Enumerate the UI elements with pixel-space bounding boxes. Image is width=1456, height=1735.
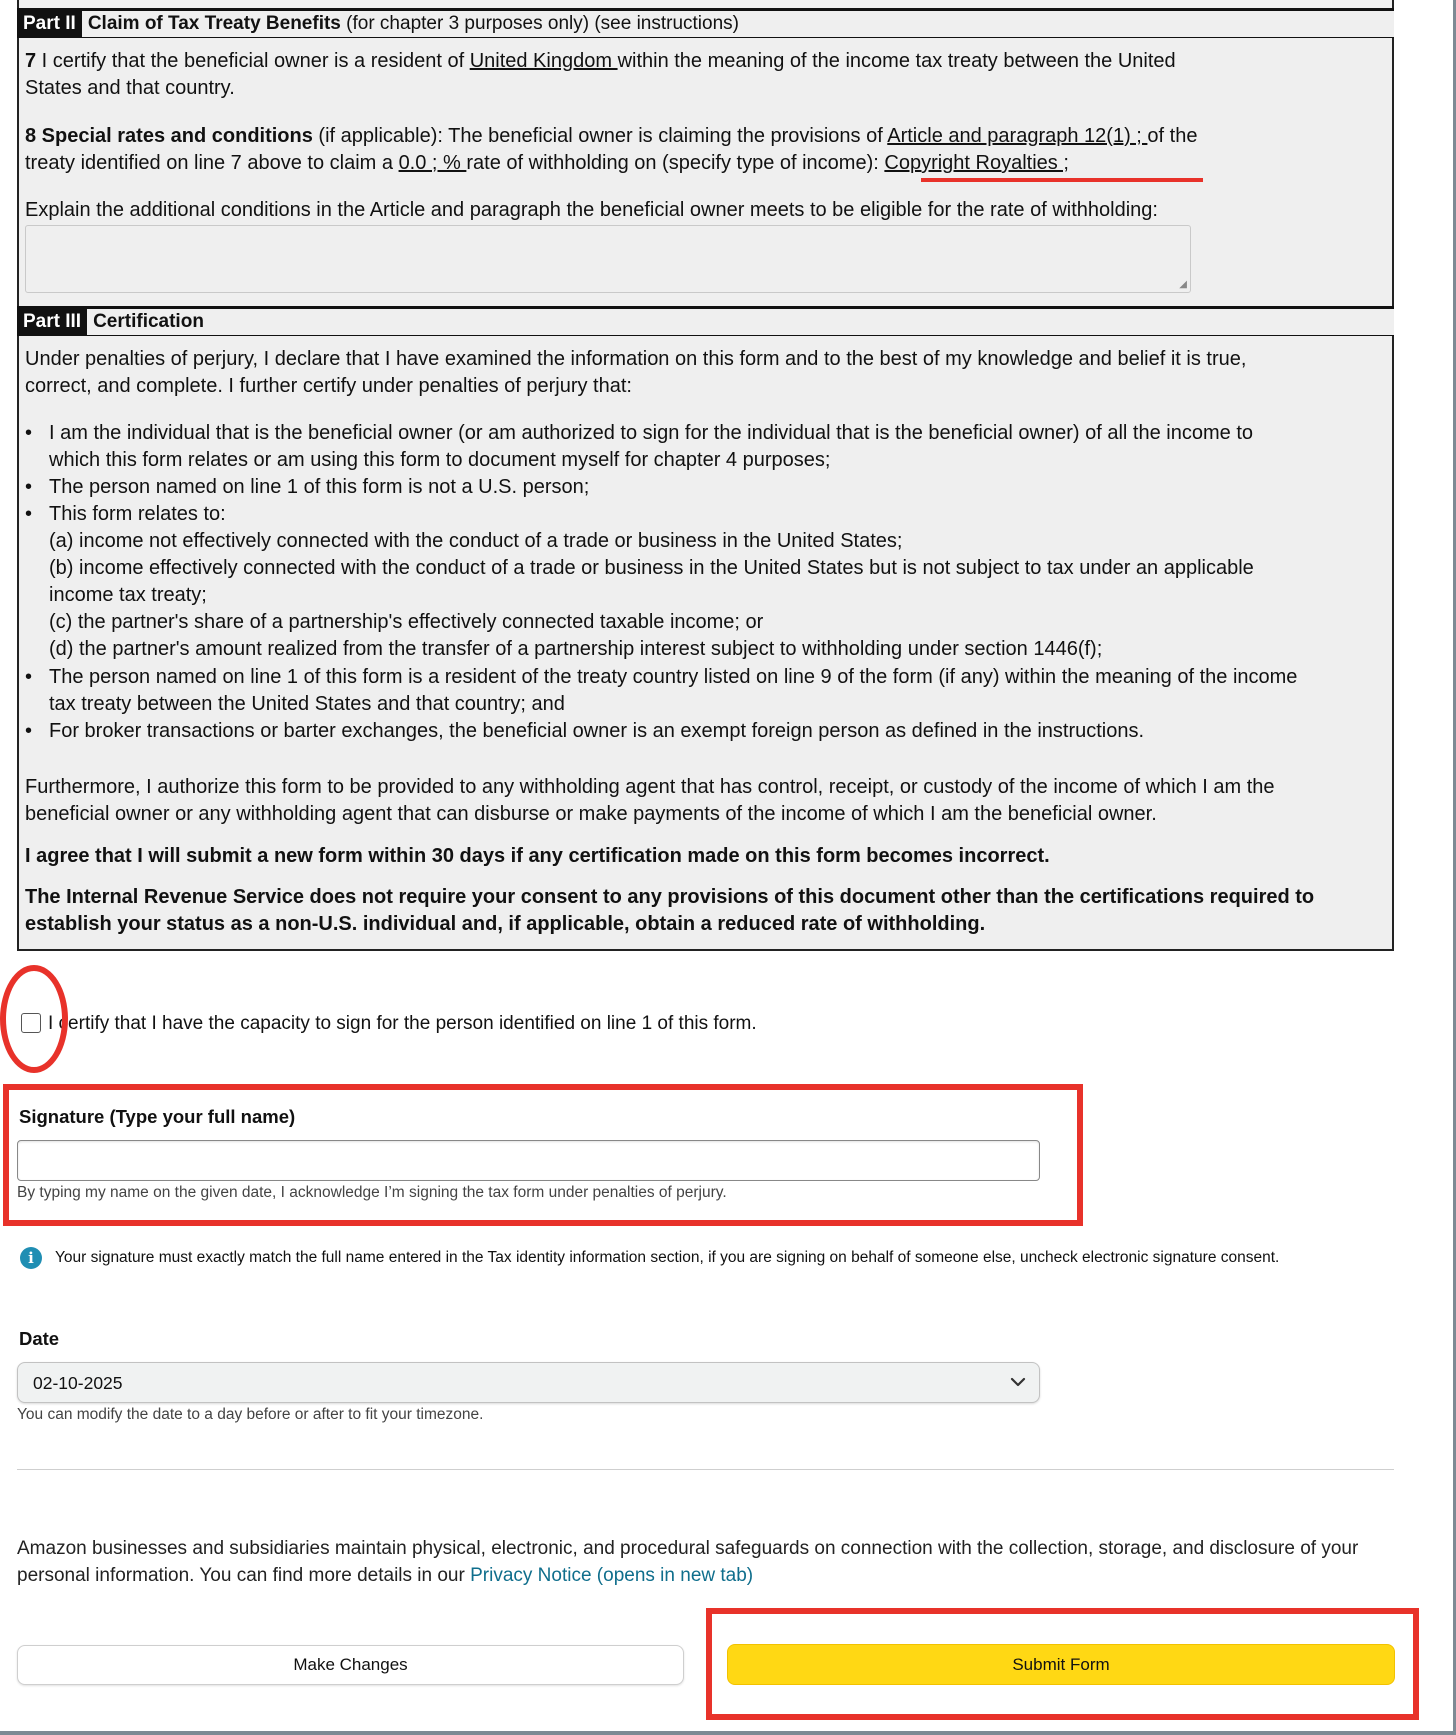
date-select[interactable] xyxy=(17,1362,1040,1403)
bullet-glyph: • xyxy=(25,476,33,498)
privacy-notice-link[interactable]: Privacy Notice (opens in new tab) xyxy=(470,1565,754,1586)
cert-bullet-line: income tax treaty; xyxy=(49,584,207,606)
part2-title: Claim of Tax Treaty Benefits xyxy=(87,13,341,34)
line8-text4: rate of withholding on (specify type of income): xyxy=(466,152,885,174)
cert-furthermore-line2: beneficial owner or any withholding agent that can disburse or make payments of the income of which I am the beneficial owner. xyxy=(25,803,1157,825)
line7-text-before: I certify that the beneficial owner is a resident of xyxy=(36,50,470,72)
part3-label: Part III xyxy=(17,309,87,335)
info-notice-text: Your signature must exactly match the full name entered in the Tax identity information section, if you are signing on behalf of someone else, uncheck electronic signature consent. xyxy=(55,1249,1280,1266)
bullet-glyph: • xyxy=(25,503,33,525)
cert-furthermore-line1: Furthermore, I authorize this form to be provided to any withholding agent that has control, receipt, or custody of the income of which I am the xyxy=(25,776,1275,798)
line8-title: Special rates and conditions xyxy=(36,125,313,147)
line7-country: United Kingdom xyxy=(469,50,618,72)
cert-bullet-line: tax treaty between the United States and that country; and xyxy=(49,693,565,715)
bullet-glyph: • xyxy=(25,422,33,444)
date-hint: You can modify the date to a day before or after to fit your timezone. xyxy=(17,1406,484,1423)
privacy-line1: Amazon businesses and subsidiaries maintain physical, electronic, and procedural safeguards on connection with the collection, storage, and disclosure of your xyxy=(17,1538,1359,1559)
part3-title: Certification xyxy=(93,311,204,332)
annotation-red-circle xyxy=(0,965,68,1073)
line8 xyxy=(25,123,1197,150)
line7-text-after: within the meaning of the income tax treaty between the United xyxy=(617,50,1176,72)
privacy-line2-text: personal information. You can find more details in our xyxy=(17,1565,471,1586)
part2-label: Part II xyxy=(17,11,82,37)
part2-subtitle: (for chapter 3 purposes only) (see instructions) xyxy=(340,13,739,34)
line7 xyxy=(25,48,1176,75)
capacity-checkbox-label[interactable]: I certify that I have the capacity to sign for the person identified on line 1 of this form. xyxy=(48,1013,757,1034)
signature-label: Signature (Type your full name) xyxy=(19,1106,296,1127)
cert-irs-line1: The Internal Revenue Service does not require your consent to any provisions of this document other than the certifications required to xyxy=(25,886,1315,908)
signature-hint: By typing my name on the given date, I acknowledge I’m signing the tax form under penalties of perjury. xyxy=(17,1184,727,1201)
cert-bullet-line: (c) the partner's share of a partnership's effectively connected taxable income; or xyxy=(49,611,764,633)
line7-line2: States and that country. xyxy=(25,77,235,99)
info-icon: i xyxy=(20,1247,42,1269)
date-select-value: 02-10-2025 xyxy=(33,1373,123,1393)
cert-intro-line2: correct, and complete. I further certify under penalties of perjury that: xyxy=(25,375,632,397)
cert-bullet-line: (d) the partner's amount realized from the transfer of a partnership interest subject to withholding under section 1446(f); xyxy=(49,638,1103,660)
explain-conditions-textarea[interactable] xyxy=(25,225,1191,293)
section-divider xyxy=(17,1469,1394,1470)
resize-grip-icon[interactable]: ◢ xyxy=(1179,279,1187,290)
cert-bullet-line: The person named on line 1 of this form is a resident of the treaty country listed on line 9 of the form (if any) within the meaning of the income xyxy=(49,666,1298,688)
cert-bullet-line: (a) income not effectively connected with the conduct of a trade or business in the United States; xyxy=(49,530,903,552)
line8-number: 8 xyxy=(25,125,37,147)
chevron-down-icon xyxy=(1007,1370,1029,1399)
line8-line2 xyxy=(25,150,1069,177)
cert-bullet-line: For broker transactions or barter exchanges, the beneficial owner is an exempt foreign person as defined in the instructions. xyxy=(49,720,1145,742)
make-changes-button[interactable]: Make Changes xyxy=(17,1645,684,1685)
line7-number: 7 xyxy=(25,50,37,72)
cert-irs-line2: establish your status as a non-U.S. individual and, if applicable, obtain a reduced rate of withholding. xyxy=(25,913,986,935)
annotation-red-underline xyxy=(921,178,1203,182)
line8-text2: of the xyxy=(1147,125,1198,147)
line8-income-type: Copyright Royalties ; xyxy=(884,152,1069,174)
cert-bullet-line: (b) income effectively connected with the conduct of a trade or business in the United States but is not subject to tax under an applicable xyxy=(49,557,1254,579)
annotation-red-box-submit xyxy=(706,1608,1419,1720)
date-label: Date xyxy=(19,1328,60,1349)
cert-intro-line1: Under penalties of perjury, I declare that I have examined the information on this form and to the best of my knowledge and belief it is true, xyxy=(25,348,1247,370)
part3-header xyxy=(17,306,1394,336)
cert-agree-statement: I agree that I will submit a new form within 30 days if any certification made on this form becomes incorrect. xyxy=(25,845,1050,867)
privacy-line2 xyxy=(17,1562,753,1589)
line8-rate: 0.0 ; % xyxy=(398,152,467,174)
annotation-red-box-signature xyxy=(3,1084,1083,1226)
cert-bullet-line: This form relates to: xyxy=(49,503,226,525)
line8-text1: (if applicable): The beneficial owner is claiming the provisions of xyxy=(312,125,888,147)
explain-label: Explain the additional conditions in the Article and paragraph the beneficial owner meets to be eligible for the rate of withholding: xyxy=(25,199,1158,221)
cert-bullet-line: which this form relates or am using this form to document myself for chapter 4 purposes; xyxy=(49,449,831,471)
cert-bullet-line: I am the individual that is the beneficial owner (or am authorized to sign for the individual that is the beneficial owner) of all the income to xyxy=(49,422,1253,444)
line8-text3: treaty identified on line 7 above to claim a xyxy=(25,152,399,174)
bullet-glyph: • xyxy=(25,720,33,742)
bullet-glyph: • xyxy=(25,666,33,688)
part2-header xyxy=(17,8,1394,38)
line8-article: Article and paragraph 12(1) ; xyxy=(887,125,1148,147)
window-frame-bottom xyxy=(0,1731,1456,1735)
cert-bullet-line: The person named on line 1 of this form is not a U.S. person; xyxy=(49,476,590,498)
submit-form-button[interactable]: Submit Form xyxy=(727,1644,1395,1685)
